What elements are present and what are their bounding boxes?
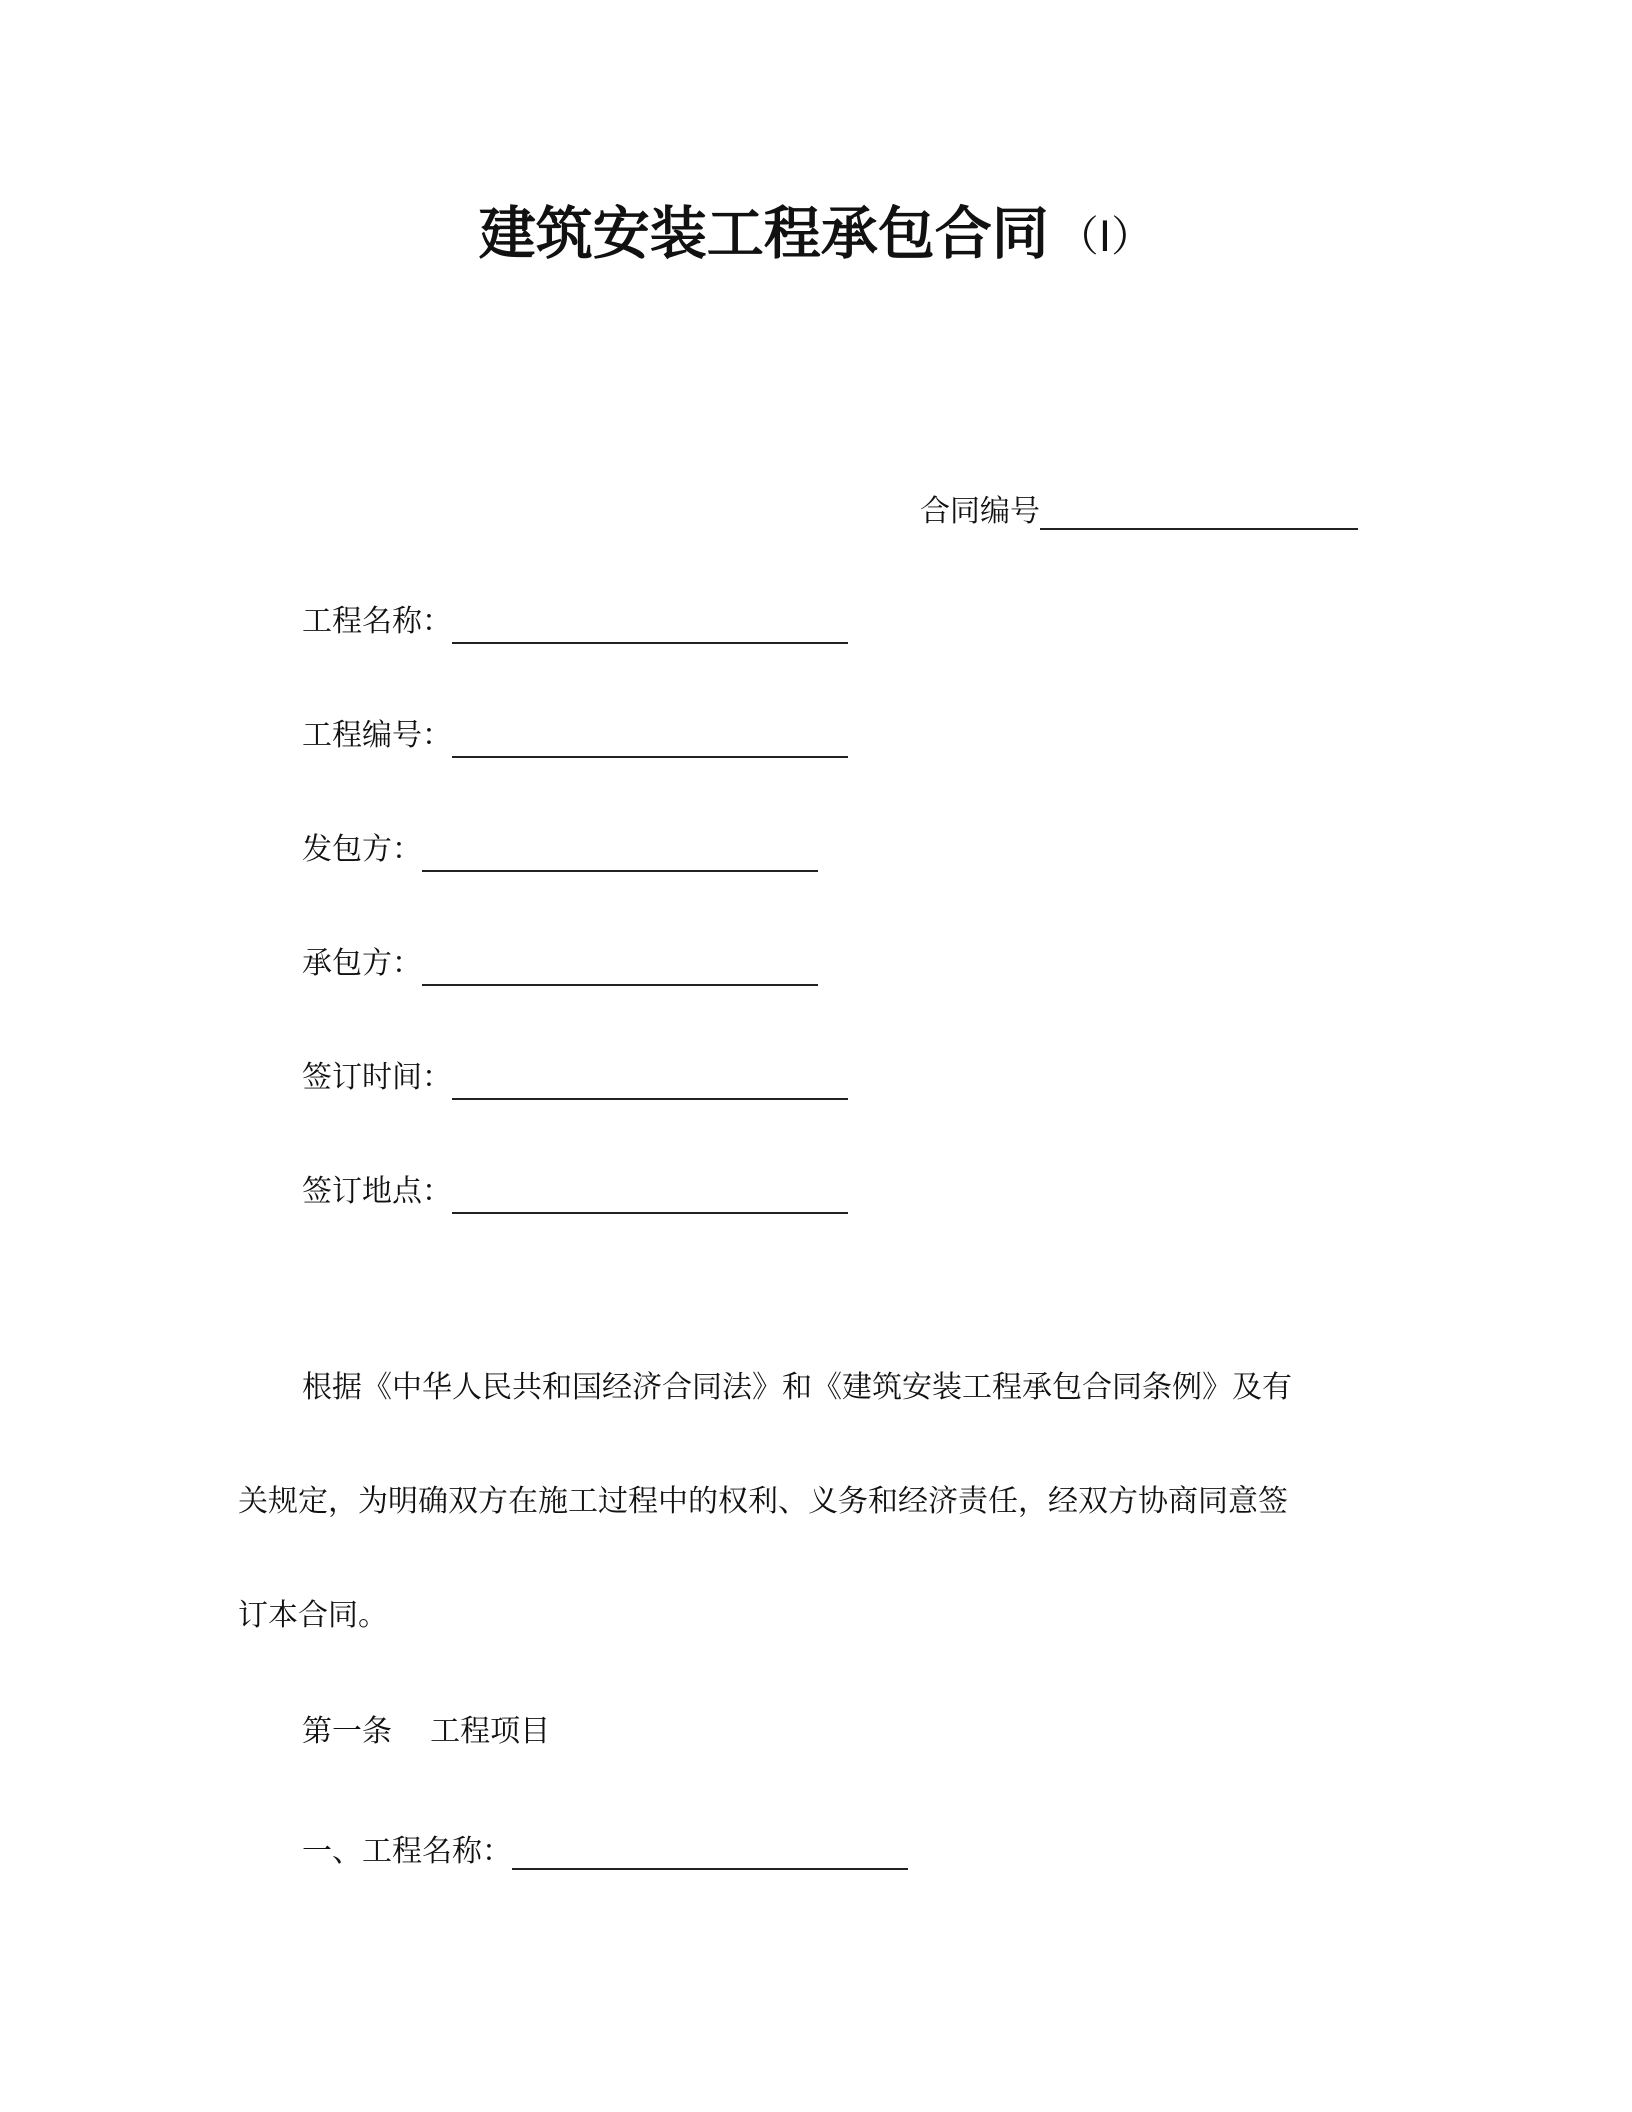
contract-number-label: 合同编号 — [920, 494, 1040, 529]
document-title — [0, 194, 1632, 277]
preamble-line-3: 订本合同。 — [238, 1598, 388, 1633]
article-1-item-1-label: 一、工程名称： — [302, 1834, 512, 1869]
title-suffix: （I） — [1056, 212, 1154, 261]
project-number-row — [302, 714, 848, 758]
employer-label: 发包方： — [302, 832, 422, 867]
signing-place-row — [302, 1170, 848, 1214]
project-name-row — [302, 600, 848, 644]
signing-place-label: 签订地点： — [302, 1174, 452, 1209]
contractor-label: 承包方： — [302, 946, 422, 981]
article-1-heading: 第一条 工程项目 — [302, 1714, 551, 1749]
article-1-item-1-row — [302, 1826, 908, 1870]
signing-place-blank[interactable] — [452, 1172, 848, 1214]
signing-time-blank[interactable] — [452, 1058, 848, 1100]
signing-time-row — [302, 1056, 848, 1100]
project-number-label: 工程编号： — [302, 718, 452, 753]
contractor-blank[interactable] — [422, 944, 818, 986]
preamble-line-1: 根据《中华人民共和国经济合同法》和《建筑安装工程承包合同条例》及有 — [302, 1370, 1292, 1405]
preamble-line-2: 关规定，为明确双方在施工过程中的权利、义务和经济责任，经双方协商同意签 — [238, 1484, 1288, 1519]
contractor-row — [302, 942, 818, 986]
contract-number-row — [920, 486, 1358, 530]
title-text: 建筑安装工程承包合同 — [478, 201, 1049, 267]
employer-row — [302, 828, 818, 872]
employer-blank[interactable] — [422, 830, 818, 872]
project-name-blank[interactable] — [452, 602, 848, 644]
contract-number-blank[interactable] — [1040, 488, 1358, 530]
signing-time-label: 签订时间： — [302, 1060, 452, 1095]
article-1-item-1-blank[interactable] — [512, 1828, 908, 1870]
project-name-label: 工程名称： — [302, 604, 452, 639]
project-number-blank[interactable] — [452, 716, 848, 758]
